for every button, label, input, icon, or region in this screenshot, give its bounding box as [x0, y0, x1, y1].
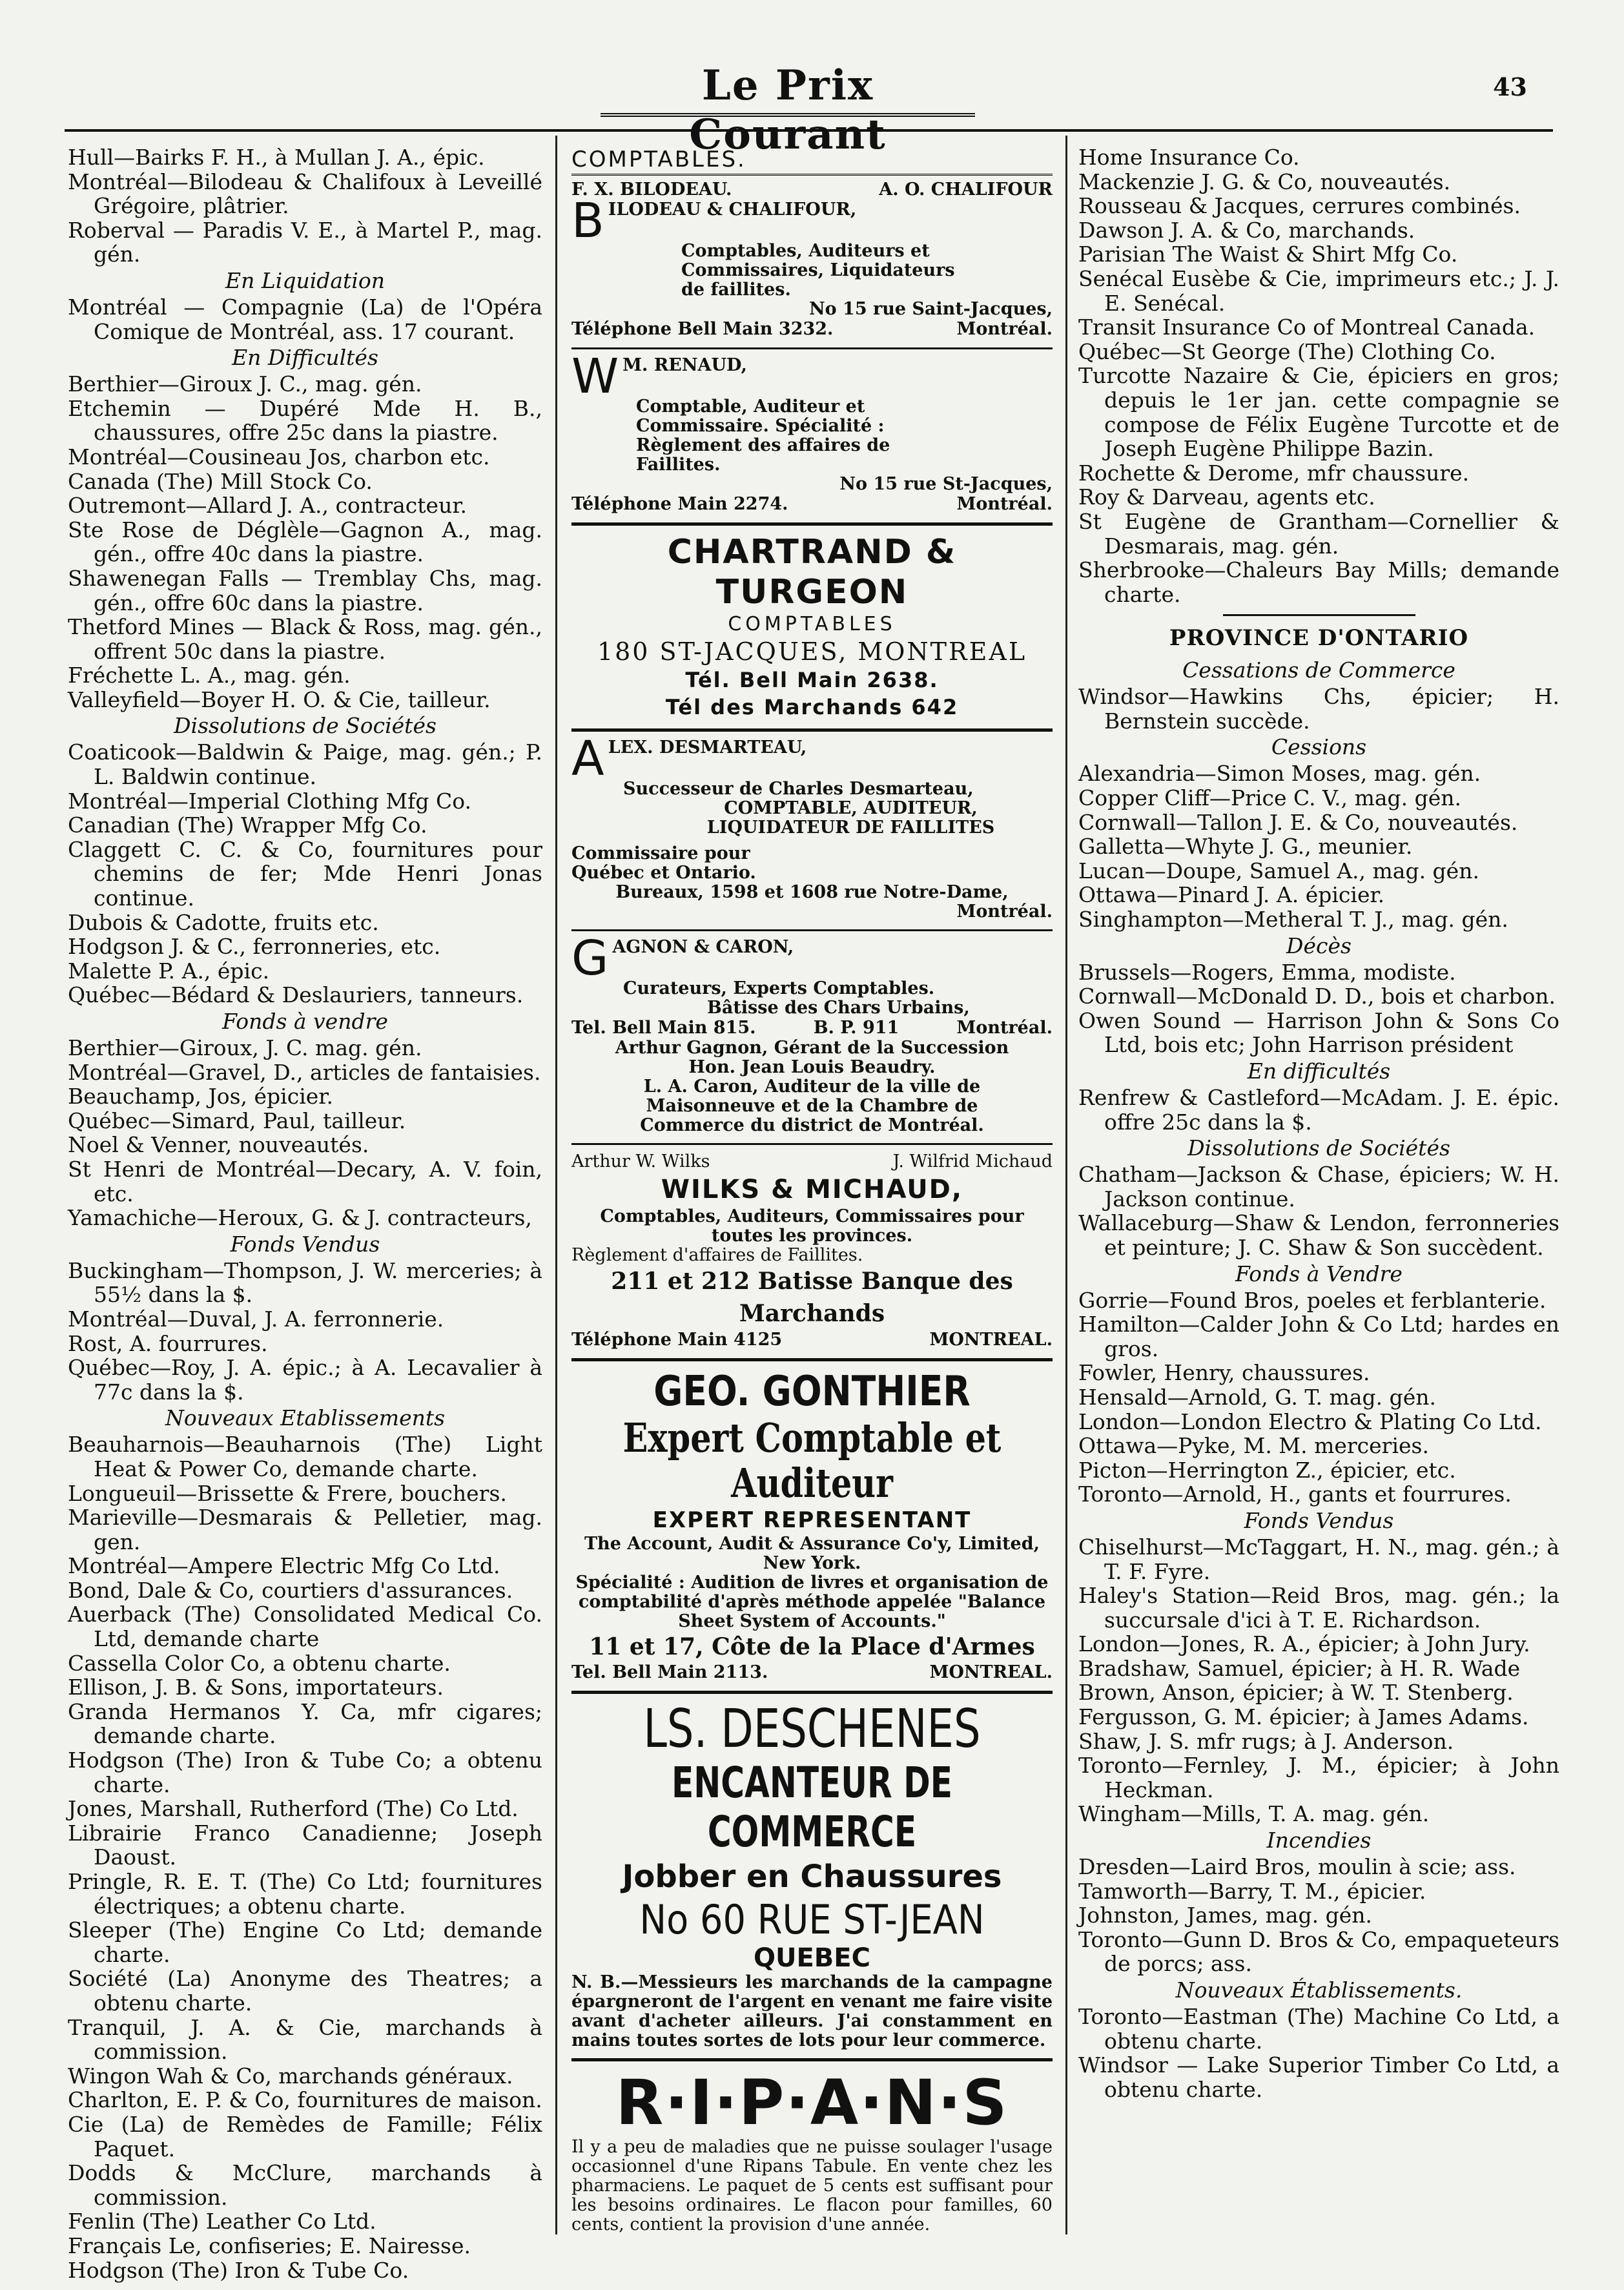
ad-text: Il y a peu de maladies que ne puisse soulager l'usage occasionnel d'une Ripans Tabule. En vente chez les pharmaciens. Le paquet de 5 cents est suffisant pour les besoins ordinaires. Le flacon pour familles, 60 cents, contient la provision d'une année.: [571, 2137, 1053, 2234]
firm-title: Expert Comptable et Auditeur: [622, 1414, 1002, 1507]
column-1-quebec-listings: [68, 145, 542, 2282]
listing-entry: Granda Hermanos Y. Ca, mfr cigares; demande charte.: [68, 1698, 542, 1749]
firm-line: Règlement d'affaires de Faillites.: [571, 1245, 863, 1265]
page-number: 43: [1493, 72, 1527, 101]
ad-divider: [571, 1143, 1053, 1145]
ad-desmarteau: [571, 738, 1053, 922]
listing-entry: Wingham—Mills, T. A. mag. gén.: [1078, 1801, 1430, 1827]
firm-city: Montréal.: [956, 1018, 1053, 1038]
firm-name: GEO. GONTHIER: [653, 1368, 971, 1416]
firm-city: Montréal.: [956, 319, 1053, 339]
listing-entry: Ellison, J. B. & Sons, importateurs.: [68, 1675, 444, 1700]
listing-entry: Turcotte Nazaire & Cie, épiciers en gros; depuis le 1er jan. cette compagnie se compose de Félix Eugène Turcotte et de Joseph Eugène Philippe Bazin.: [1078, 363, 1559, 462]
firm-telephone: Tel. Bell Main 2113.: [571, 1662, 768, 1682]
listing-entry: Lucan—Doupe, Samuel A., mag. gén.: [1078, 858, 1479, 883]
listing-entry: Toronto—Fernley, J. M., épicier; à John Heckman.: [1078, 1753, 1559, 1802]
listing-entry: Home Insurance Co.: [1078, 145, 1300, 170]
ad-chartrand-turgeon: [571, 532, 1053, 721]
firm-city: QUEBEC: [754, 1943, 870, 1973]
column-2-advertisements: [571, 145, 1053, 2234]
listing-entry: Valleyfield—Boyer H. O. & Cie, tailleur.: [68, 686, 491, 712]
ad-gonthier: [571, 1368, 1053, 1683]
firm-name: ILODEAU & CHALIFOUR,: [608, 200, 857, 220]
firm-city: MONTREAL.: [929, 1662, 1053, 1682]
section-heading: Nouveaux Établissements.: [1175, 1977, 1463, 2003]
ad-deschenes: [571, 1700, 1053, 2050]
firm-address: No 15 rue St-Jacques,: [839, 474, 1053, 494]
listing-entry: Shawenegan Falls — Tremblay Chs, mag. gén., offre 60c dans la piastre.: [68, 565, 542, 615]
listing-entry: Québec—Simard, Paul, tailleur.: [68, 1108, 406, 1133]
firm-line: Comptables, Auditeurs, Commissaires pour toutes les provinces.: [600, 1206, 1024, 1246]
listing-entry: Cornwall—Tallon J. E. & Co, nouveautés.: [1078, 809, 1518, 835]
listing-entry: Bradshaw, Samuel, épicier; à H. R. Wade: [1078, 1655, 1521, 1681]
listing-entry: Tamworth—Barry, T. M., épicier.: [1078, 1878, 1426, 1904]
section-heading: Incendies: [1266, 1828, 1372, 1853]
listing-entry: Marieville—Desmarais & Pelletier, mag. gen.: [68, 1505, 542, 1554]
drop-cap: A: [571, 738, 604, 779]
firm-title: ENCANTEUR DE COMMERCE: [671, 1758, 953, 1857]
firm-line: Faillites.: [636, 455, 721, 475]
listing-entry: London—Jones, R. A., épicier; à John Jury.: [1078, 1631, 1530, 1657]
firm-telephone: Téléphone Main 4125: [571, 1330, 783, 1350]
firm-subtitle: Jobber en Chaussures: [622, 1859, 1002, 1895]
listing-entry: Ottawa—Pinard J. A. épicier.: [1078, 882, 1385, 908]
listing-entry: Fergusson, G. M. épicier; à James Adams.: [1078, 1704, 1529, 1730]
ad-bilodeau-chalifour: [571, 180, 1053, 340]
listing-entry: Québec—Bédard & Deslauriers, tanneurs.: [68, 982, 524, 1008]
firm-line: Commissaire. Spécialité :: [636, 416, 885, 436]
listing-entry: Dodds & McClure, marchands à commission.: [68, 2160, 542, 2210]
listing-entry: Charlton, E. P. & Co, fournitures de maison.: [68, 2087, 542, 2113]
listing-entry: Cie (La) de Remèdes de Famille; Félix Paquet.: [68, 2111, 542, 2161]
listing-entry: Dresden—Laird Bros, moulin à scie; ass.: [1078, 1854, 1516, 1880]
firm-telephone: Tél. Bell Main 2638.: [685, 668, 939, 692]
listing-entry: Parisian The Waist & Shirt Mfg Co.: [1078, 242, 1458, 267]
listing-entry: Singhampton—Metheral T. J., mag. gén.: [1078, 907, 1508, 933]
listing-entry: Librairie Franco Canadienne; Joseph Daoust.: [68, 1820, 542, 1870]
listing-entry: Montréal—Duval, J. A. ferronnerie.: [68, 1306, 444, 1332]
listing-entry: Shaw, J. S. mfr rugs; à J. Anderson.: [1078, 1728, 1454, 1754]
listing-entry: Canadian (The) Wrapper Mfg Co.: [68, 812, 427, 838]
listing-entry: Cassella Color Co, a obtenu charte.: [68, 1650, 451, 1676]
listing-entry: Hensald—Arnold, G. T. mag. gén.: [1078, 1384, 1437, 1410]
ad-divider: [571, 728, 1053, 732]
listing-entry: Société (La) Anonyme des Theatres; a obtenu charte.: [68, 1966, 542, 2016]
firm-city: Montréal.: [956, 902, 1053, 922]
listing-entry: Sherbrooke—Chaleurs Bay Mills; demande charte.: [1078, 557, 1559, 607]
drop-cap: G: [571, 938, 609, 979]
partner-right: J. Wilfrid Michaud: [892, 1151, 1053, 1171]
drop-cap: B: [571, 200, 604, 242]
firm-address: 211 et 212 Batisse Banque des Marchands: [611, 1268, 1013, 1327]
ad-gagnon-caron: [571, 938, 1053, 1135]
listing-entry: Mackenzie J. G. & Co, nouveautés.: [1078, 169, 1451, 194]
listing-entry: Dawson J. A. & Co, marchands.: [1078, 217, 1415, 243]
listing-entry: Windsor—Hawkins Chs, épicier; H. Bernstein succède.: [1078, 684, 1559, 734]
ad-ripans: [571, 2068, 1053, 2234]
listing-entry: Beauharnois—Beauharnois (The) Light Heat & Power Co, demande charte.: [68, 1432, 542, 1481]
firm-name: AGNON & CARON,: [612, 938, 794, 957]
section-heading: Fonds Vendus: [1244, 1507, 1394, 1533]
section-heading: Nouveaux Etablissements: [165, 1405, 446, 1431]
section-heading: Cessations de Commerce: [1182, 657, 1455, 683]
section-heading: Fonds à vendre: [222, 1009, 388, 1034]
listing-entry: Rochette & Derome, mfr chaussure.: [1078, 460, 1470, 486]
firm-address: Bureaux, 1598 et 1608 rue Notre-Dame,: [615, 882, 1009, 902]
section-heading: Fonds Vendus: [230, 1231, 380, 1257]
listing-entry: Longueuil—Brissette & Frere, bouchers.: [68, 1480, 507, 1506]
ad-divider: [571, 1358, 1053, 1361]
firm-note: N. B.—Messieurs les marchands de la campagne épargneront de l'argent en venant me faire visite avant d'acheter ailleurs. J'ai constamment en mains toutes sortes de lots pour leur commerce.: [571, 1972, 1053, 2050]
province-heading: PROVINCE D'ONTARIO: [1169, 625, 1469, 652]
firm-name: LS. DESCHENES: [643, 1698, 981, 1760]
listing-entry: Roberval — Paradis V. E., à Martel P., mag. gén.: [68, 217, 542, 267]
listing-entry: Montréal—Cousineau Jos, charbon etc.: [68, 444, 490, 469]
firm-line: Arthur Gagnon, Gérant de la Succession: [615, 1038, 1009, 1058]
comptables-title: COMPTABLES.: [571, 145, 1053, 176]
listing-entry: Montréal—Bilodeau & Chalifoux à Leveillé Grégoire, plâtrier.: [68, 169, 542, 219]
listing-entry: Renfrew & Castleford—McAdam. J. E. épic. offre 25c dans la $.: [1078, 1085, 1559, 1135]
listing-entry: Dubois & Cadotte, fruits etc.: [68, 909, 379, 935]
firm-name: CHARTRAND & TURGEON: [667, 533, 957, 612]
section-heading: Cessions: [1271, 734, 1367, 760]
listing-entry: Senécal Eusèbe & Cie, imprimeurs etc.; J. J. E. Senécal.: [1078, 265, 1559, 316]
listing-entry: Windsor — Lake Superior Timber Co Ltd, a obtenu charte.: [1078, 2052, 1559, 2102]
listing-entry: Berthier—Giroux, J. C. mag. gén.: [68, 1035, 422, 1060]
listing-entry: Hodgson (The) Iron & Tube Co; a obtenu charte.: [68, 1748, 542, 1797]
listing-entry: Hodgson J. & C., ferronneries, etc.: [68, 934, 441, 960]
listing-entry: St Henri de Montréal—Decary, A. V. foin, etc.: [68, 1156, 542, 1206]
listing-entry: Etchemin — Dupéré Mde H. B., chaussures, offre 25c dans la piastre.: [68, 395, 542, 446]
section-heading: En Liquidation: [225, 267, 385, 293]
listing-entry: Thetford Mines — Black & Ross, mag. gén., offrent 50c dans la piastre.: [68, 614, 542, 664]
listing-entry: Chiselhurst—McTaggart, H. N., mag. gén.; à T. F. Fyre.: [1078, 1534, 1559, 1584]
listing-entry: Claggett C. C. & Co, fournitures pour chemins de fer; Mde Henri Jonas continue.: [68, 836, 542, 911]
listing-entry: Transit Insurance Co of Montreal Canada.: [1078, 315, 1536, 340]
listing-entry: Gorrie—Found Bros, poeles et ferblanterie.: [1078, 1287, 1547, 1313]
firm-address: No 60 RUE ST-JEAN: [639, 1896, 985, 1943]
listing-entry: Jones, Marshall, Rutherford (The) Co Ltd.: [68, 1796, 519, 1822]
listing-entry: Ste Rose de Déglèle—Gagnon A., mag. gén., offre 40c dans la piastre.: [68, 517, 542, 567]
firm-line: Comptable, Auditeur et: [636, 397, 865, 417]
listing-entry: Rousseau & Jacques, cerrures combinés.: [1078, 193, 1521, 219]
column-3-ontario-listings: [1078, 145, 1559, 2101]
section-heading: Dissolutions de Sociétés: [174, 713, 437, 739]
listing-entry: Hodgson (The) Iron & Tube Co.: [68, 2257, 409, 2283]
ad-divider: [571, 522, 1053, 526]
listing-entry: Beauchamp, Jos, épicier.: [68, 1084, 333, 1109]
firm-line: Successeur de Charles Desmarteau,: [623, 779, 974, 799]
listing-entry: Montréal—Imperial Clothing Mfg Co.: [68, 788, 471, 814]
partner-left: Arthur W. Wilks: [571, 1151, 710, 1171]
firm-city: MONTREAL.: [929, 1330, 1053, 1350]
column-divider: [1065, 136, 1067, 2234]
ad-divider: [571, 1691, 1053, 1694]
masthead-logo: Le Prix Courant: [601, 61, 975, 117]
listing-entry: Ottawa—Pyke, M. M. merceries.: [1078, 1433, 1429, 1459]
firm-line: LIQUIDATEUR DE FAILLITES: [706, 818, 995, 838]
listing-entry: Québec—Roy, J. A. épic.; à A. Lecavalier à 77c dans la $.: [68, 1355, 542, 1405]
listing-entry: Sleeper (The) Engine Co Ltd; demande charte.: [68, 1917, 542, 1967]
listing-entry: Montréal—Ampere Electric Mfg Co Ltd.: [68, 1553, 500, 1579]
listing-entry: Canada (The) Mill Stock Co.: [68, 468, 373, 494]
listing-entry: Wingon Wah & Co, marchands généraux.: [68, 2063, 513, 2089]
listing-entry: Coaticook—Baldwin & Paige, mag. gén.; P. L. Baldwin continue.: [68, 739, 542, 790]
drop-cap: W: [571, 356, 619, 397]
firm-line: Commissaire pour: [571, 843, 750, 863]
listing-entry: Auerback (The) Consolidated Medical Co. Ltd, demande charte: [68, 1602, 542, 1652]
listing-entry: Pringle, R. E. T. (The) Co Ltd; fournitures électriques; a obtenu charte.: [68, 1869, 542, 1919]
firm-line: Commissaires, Liquidateurs: [681, 260, 955, 280]
firm-city: Montréal.: [956, 494, 1053, 514]
listing-entry: St Eugène de Grantham—Cornellier & Desmarais, mag. gén.: [1078, 508, 1559, 559]
listing-entry: Wallaceburg—Shaw & Lendon, ferronneries et peinture; J. C. Shaw & Son succèdent.: [1078, 1210, 1559, 1260]
ad-comptables-heading: [571, 145, 1053, 176]
listing-entry: Montréal — Compagnie (La) de l'Opéra Comique de Montréal, ass. 17 courant.: [68, 294, 542, 344]
listing-entry: Copper Cliff—Price C. V., mag. gén.: [1078, 785, 1462, 811]
header-rule: [65, 129, 1553, 132]
firm-line: COMPTABLE, AUDITEUR,: [724, 798, 978, 818]
firm-subtitle: EXPERT REPRESENTANT: [652, 1507, 972, 1533]
listing-entry: Chatham—Jackson & Chase, épiciers; W. H. Jackson continue.: [1078, 1162, 1559, 1212]
section-divider: [1223, 614, 1415, 616]
listing-entry: Brown, Anson, épicier; à W. T. Stenberg.: [1078, 1680, 1514, 1706]
firm-line: The Account, Audit & Assurance Co'y, Limited, New York.: [584, 1534, 1040, 1573]
listing-entry: Montréal—Gravel, D., articles de fantaisies.: [68, 1059, 541, 1085]
partner-right: A. O. CHALIFOUR: [879, 180, 1053, 200]
section-heading: En difficultés: [1247, 1058, 1391, 1084]
listing-entry: Malette P. A., épic.: [68, 958, 270, 984]
listing-entry: Buckingham—Thompson, J. W. merceries; à 55½ dans la $.: [68, 1257, 542, 1308]
listing-entry: Toronto—Arnold, H., gants et fourrures.: [1078, 1481, 1512, 1507]
listing-entry: Français Le, confiseries; E. Nairesse.: [68, 2233, 471, 2258]
listing-entry: Haley's Station—Reid Bros, mag. gén.; la succursale d'ici à T. E. Richardson.: [1078, 1583, 1559, 1633]
listing-entry: Toronto—Gunn D. Bros & Co, empaqueteurs de porcs; ass.: [1078, 1926, 1559, 1977]
section-heading: En Difficultés: [232, 345, 378, 371]
listing-entry: Tranquil, J. A. & Cie, marchands à commission.: [68, 2014, 542, 2065]
firm-name: M. RENAUD,: [622, 356, 747, 375]
listing-entry: Bond, Dale & Co, courtiers d'assurances.: [68, 1577, 513, 1603]
ad-divider: [571, 2058, 1053, 2061]
firm-telephone: Tél des Marchands 642: [665, 695, 959, 719]
firm-line: Curateurs, Experts Comptables.: [623, 978, 935, 998]
firm-line: Québec et Ontario.: [571, 863, 756, 883]
listing-entry: Berthier—Giroux J. C., mag. gén.: [68, 371, 422, 397]
firm-line: Comptables, Auditeurs et: [681, 241, 930, 261]
ad-divider: [571, 347, 1053, 349]
listing-entry: Hamilton—Calder John & Co Ltd; hardes en gros.: [1078, 1312, 1559, 1361]
firm-address: 180 ST-JACQUES, MONTREAL: [597, 637, 1027, 666]
firm-line: L. A. Caron, Auditeur de la ville de Maisonneuve et de la Chambre de Commerce du district de Montréal.: [640, 1077, 984, 1135]
listing-entry: Cornwall—McDonald D. D., bois et charbon.: [1078, 984, 1556, 1009]
section-heading: Dissolutions de Sociétés: [1187, 1135, 1450, 1161]
listing-entry: Rost, A. fourrures.: [68, 1330, 268, 1356]
listing-entry: Owen Sound — Harrison John & Sons Co Ltd, bois etc; John Harrison président: [1078, 1007, 1559, 1058]
listing-entry: Fenlin (The) Leather Co Ltd.: [68, 2209, 376, 2234]
listing-entry: Fowler, Henry, chaussures.: [1078, 1360, 1370, 1386]
firm-name: WILKS & MICHAUD,: [661, 1175, 963, 1204]
listing-entry: Brussels—Rogers, Emma, modiste.: [1078, 959, 1456, 985]
listing-entry: Picton—Herrington Z., épicier, etc.: [1078, 1457, 1456, 1483]
ad-renaud: [571, 356, 1053, 515]
listing-entry: Alexandria—Simon Moses, mag. gén.: [1078, 761, 1481, 787]
firm-line: Spécialité : Audition de livres et organisation de comptabilité d'après méthode appelée "Balance Sheet System of Accounts.": [575, 1573, 1049, 1631]
firm-po-box: B. P. 911: [813, 1018, 899, 1038]
listing-entry: Johnston, James, mag. gén.: [1078, 1903, 1373, 1928]
listing-entry: Québec—St George (The) Clothing Co.: [1078, 338, 1496, 364]
listing-entry: Noel & Venner, nouveautés.: [68, 1132, 369, 1158]
ad-wilks-michaud: [571, 1151, 1053, 1350]
listing-entry: Galletta—Whyte J. G., meunier.: [1078, 834, 1413, 860]
firm-address: 11 et 17, Côte de la Place d'Armes: [589, 1633, 1035, 1660]
listing-entry: London—London Electro & Plating Co Ltd.: [1078, 1408, 1542, 1434]
firm-telephone: Téléphone Main 2274.: [571, 494, 788, 514]
firm-line: Bâtisse des Chars Urbains,: [707, 998, 970, 1018]
firm-subtitle: COMPTABLES: [728, 613, 896, 635]
firm-name: LEX. DESMARTEAU,: [608, 738, 807, 758]
section-heading: Décès: [1286, 933, 1352, 958]
listing-entry: Hull—Bairks F. H., à Mullan J. A., épic.: [68, 145, 485, 170]
listing-entry: Yamachiche—Heroux, G. & J. contracteurs,: [68, 1205, 532, 1231]
firm-telephone: Tel. Bell Main 815.: [571, 1018, 756, 1038]
listing-entry: Toronto—Eastman (The) Machine Co Ltd, a obtenu charte.: [1078, 2004, 1559, 2054]
firm-line: Règlement des affaires de: [636, 435, 890, 455]
brand-name: R·I·P·A·N·S: [615, 2067, 1009, 2139]
partner-left: F. X. BILODEAU.: [571, 180, 732, 200]
listing-entry: Roy & Darveau, agents etc.: [1078, 484, 1375, 510]
firm-telephone: Téléphone Bell Main 3232.: [571, 319, 834, 339]
section-heading: Fonds à Vendre: [1235, 1261, 1403, 1286]
firm-address: No 15 rue Saint-Jacques,: [808, 299, 1053, 319]
listing-entry: Fréchette L. A., mag. gén.: [68, 663, 351, 688]
listing-entry: Outremont—Allard J. A., contracteur.: [68, 493, 467, 519]
ad-divider: [571, 929, 1053, 931]
column-divider: [555, 136, 557, 2234]
firm-line: de faillites.: [681, 280, 791, 300]
firm-line: Hon. Jean Louis Beaudry.: [688, 1057, 936, 1077]
